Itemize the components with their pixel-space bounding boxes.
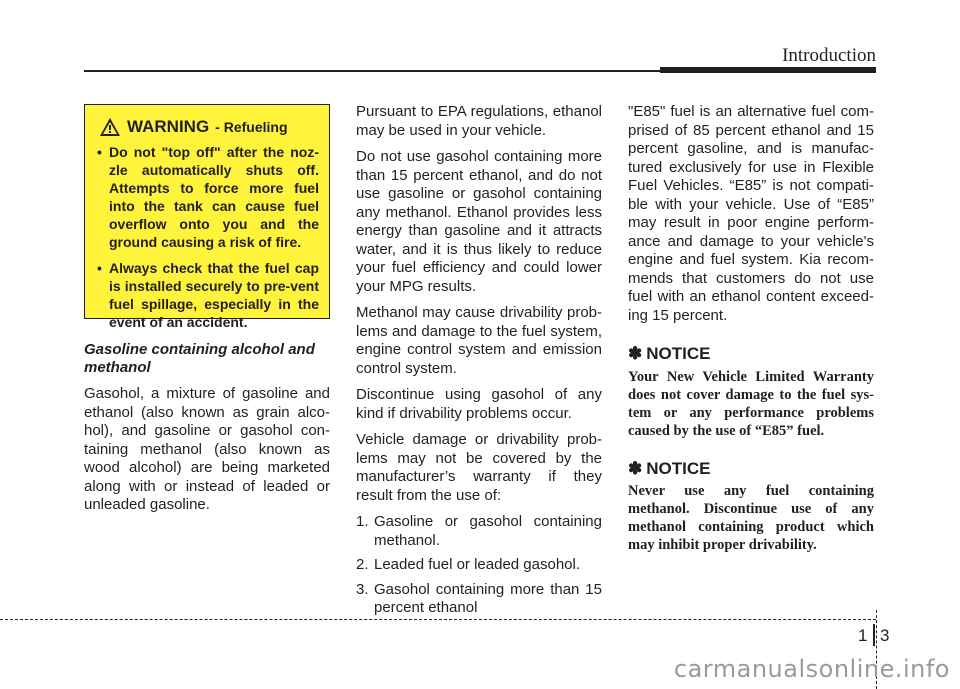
numbered-list (356, 513, 602, 618)
chapter-number: 1 (858, 626, 868, 645)
asterisk-icon: ✽ (628, 344, 643, 363)
warning-item: • Always check that the fuel cap is installed securely to pre-vent fuel spillage, especially in the event of an accident. (95, 259, 319, 331)
column-left (84, 104, 330, 523)
body-paragraph: Do not use gasohol containing more than 15 percent ethanol, and do not use gasoline or gasohol containing any methanol. Ethanol provides less energy than gasoline and it attracts water, and it is thus likely to reduce your fuel efficiency and could lower your MPG results. (356, 148, 602, 295)
header-title: Introduction (782, 45, 876, 66)
list-number: 2. (356, 556, 369, 573)
notice-body: Your New Vehicle Limited Warranty does not cover damage to the fuel sys-tem or any performance problems caused by the use of “E85” fuel. (628, 368, 874, 439)
list-item (356, 556, 602, 575)
list-text: Leaded fuel or leaded gasohol. (374, 556, 581, 573)
body-paragraph: "E85" fuel is an alternative fuel com-prised of 85 percent ethanol and 15 percent gasoline, and is manufac-tured exclusively for use in Flexible Fuel Vehicles. “E85” is not compati-ble with your vehicle. Use of “E85” may result in poor engine perform-ance and damage to your vehicle's engine and fuel system. Kia recom-mends that customers do not use fuel with an ethanol content exceed-ing 15 percent. (628, 103, 874, 324)
warning-list (95, 143, 319, 331)
warning-label: WARNING (127, 116, 210, 136)
section-heading: Gasoline containing alcohol and methanol (84, 341, 315, 376)
warning-header (99, 117, 319, 137)
list-number: 1. (356, 513, 369, 530)
warning-subtitle: - Refueling (215, 118, 288, 135)
notice-label: NOTICE (646, 344, 711, 363)
footer-rule (0, 619, 876, 620)
list-text: Gasoline or gasohol containing methanol. (374, 513, 602, 549)
column-middle (356, 103, 602, 626)
warning-box (84, 104, 330, 330)
warning-triangle-icon (99, 117, 121, 137)
list-item (356, 581, 602, 618)
watermark: carmanualsonline.info (673, 655, 950, 683)
notice-body: Never use any fuel containing methanol. Discontinue use of any methanol containing product which may inhibit proper drivability. (628, 483, 874, 553)
header-rule-accent (660, 67, 876, 73)
page-divider (873, 624, 875, 646)
page-number: 3 (880, 626, 890, 645)
list-number: 3. (356, 580, 369, 598)
body-paragraph: Vehicle damage or drivability prob-lems may not be covered by the manufacturer’s warranty if they result from the use of: (356, 431, 602, 504)
notice-title (628, 345, 874, 364)
asterisk-icon: ✽ (628, 458, 643, 478)
list-text: Gasohol containing more than 15 percent ethanol (374, 580, 602, 616)
list-item (356, 513, 602, 550)
column-right (628, 103, 874, 562)
body-paragraph: Pursuant to EPA regulations, ethanol may be used in your vehicle. (356, 103, 602, 139)
notice-label: NOTICE (646, 458, 711, 478)
body-paragraph: Gasohol, a mixture of gasoline and ethanol (also known as grain alco-hol), and gasoline or gasohol con-taining methanol (also known as wood alcohol) are being marketed along with or instead of leaded or unleaded gasoline. (84, 385, 330, 513)
notice-title (628, 460, 874, 479)
warning-item: • Do not "top off" after the noz-zle automatically shuts off. Attempts to force more fuel into the tank can cause fuel overflow onto you and the ground causing a risk of fire. (95, 143, 319, 251)
body-paragraph: Discontinue using gasohol of any kind if drivability problems occur. (356, 386, 602, 422)
body-paragraph: Methanol may cause drivability prob-lems and damage to the fuel system, engine control system and emission control system. (356, 304, 602, 377)
